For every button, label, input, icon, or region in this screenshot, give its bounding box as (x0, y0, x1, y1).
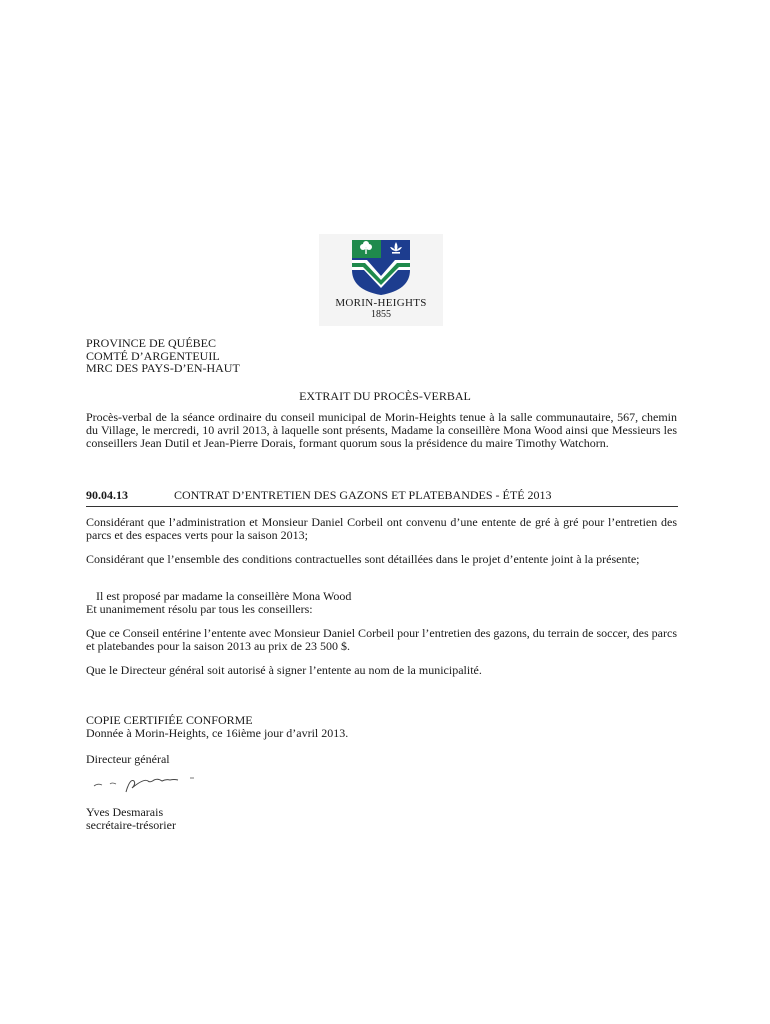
resolved: Et unanimement résolu par tous les conseillers: (86, 601, 313, 616)
document-header (86, 337, 240, 375)
resolution-number: 90.04.13 (86, 488, 128, 502)
header-mrc: MRC DES PAYS-D’EN-HAUT (86, 361, 240, 375)
autorise-text: Que le Directeur général soit autorisé à signer l’entente au nom de la municipalité. (86, 663, 482, 677)
entérine-paragraph (86, 627, 677, 653)
header-comte: COMTÉ D’ARGENTEUIL (86, 348, 220, 363)
handwritten-signature (92, 772, 202, 796)
signer-title: secrétaire-trésorier (86, 817, 176, 832)
certification-block (86, 714, 677, 740)
certified-copy: COPIE CERTIFIÉE CONFORME (86, 713, 253, 727)
motion-block (86, 590, 677, 616)
document-title: EXTRAIT DU PROCÈS-VERBAL (299, 389, 471, 403)
resolution-heading (86, 488, 678, 507)
signer-name: Yves Desmarais (86, 805, 164, 819)
considerant-1-text: Considérant que l’administration et Monsieur Daniel Corbeil ont convenu d’une entente de gré à gré pour l’entretien des parcs et des espaces verts pour la saison 2013; (86, 515, 677, 542)
given-at: Donnée à Morin-Heights, ce 16ième jour d’avril 2013. (86, 725, 349, 740)
considerant-1 (86, 516, 677, 542)
director-label: Directeur général (86, 752, 170, 766)
considerant-2 (86, 553, 677, 566)
proposed-by: Il est proposé par madame la conseillère Mona Wood (96, 589, 352, 603)
considerant-2-text: Considérant que l’ensemble des conditions contractuelles sont détaillées dans le projet d’entente joint à la présente; (86, 552, 640, 566)
coat-of-arms-icon (350, 238, 412, 296)
intro-paragraph (86, 411, 677, 449)
logo-name: MORIN-HEIGHTS (335, 297, 427, 309)
logo-year: 1855 (371, 309, 391, 320)
signer-block (86, 806, 176, 831)
director-label-block (86, 753, 677, 766)
autorise-paragraph (86, 664, 677, 677)
enterine-text: Que ce Conseil entérine l’entente avec Monsieur Daniel Corbeil pour l’entretien des gazons, du terrain de soccer, des parcs et platebandes pour la saison 2013 au prix de 23 500 $. (86, 626, 677, 653)
intro-text: Procès-verbal de la séance ordinaire du conseil municipal de Morin-Heights tenue à la salle communautaire, 567, chemin du Village, le mercredi, 10 avril 2013, à laquelle sont présents, Madame la conseillère Mona Wood ainsi que Messieurs les conseillers Jean Dutil et Jean-Pierre Dorais, formant quorum sous la présidence du maire Timothy Watchorn. (86, 410, 677, 450)
resolution-title: CONTRAT D’ENTRETIEN DES GAZONS ET PLATEBANDES - ÉTÉ 2013 (174, 488, 552, 502)
municipal-logo (319, 234, 443, 326)
header-province: PROVINCE DE QUÉBEC (86, 336, 217, 350)
